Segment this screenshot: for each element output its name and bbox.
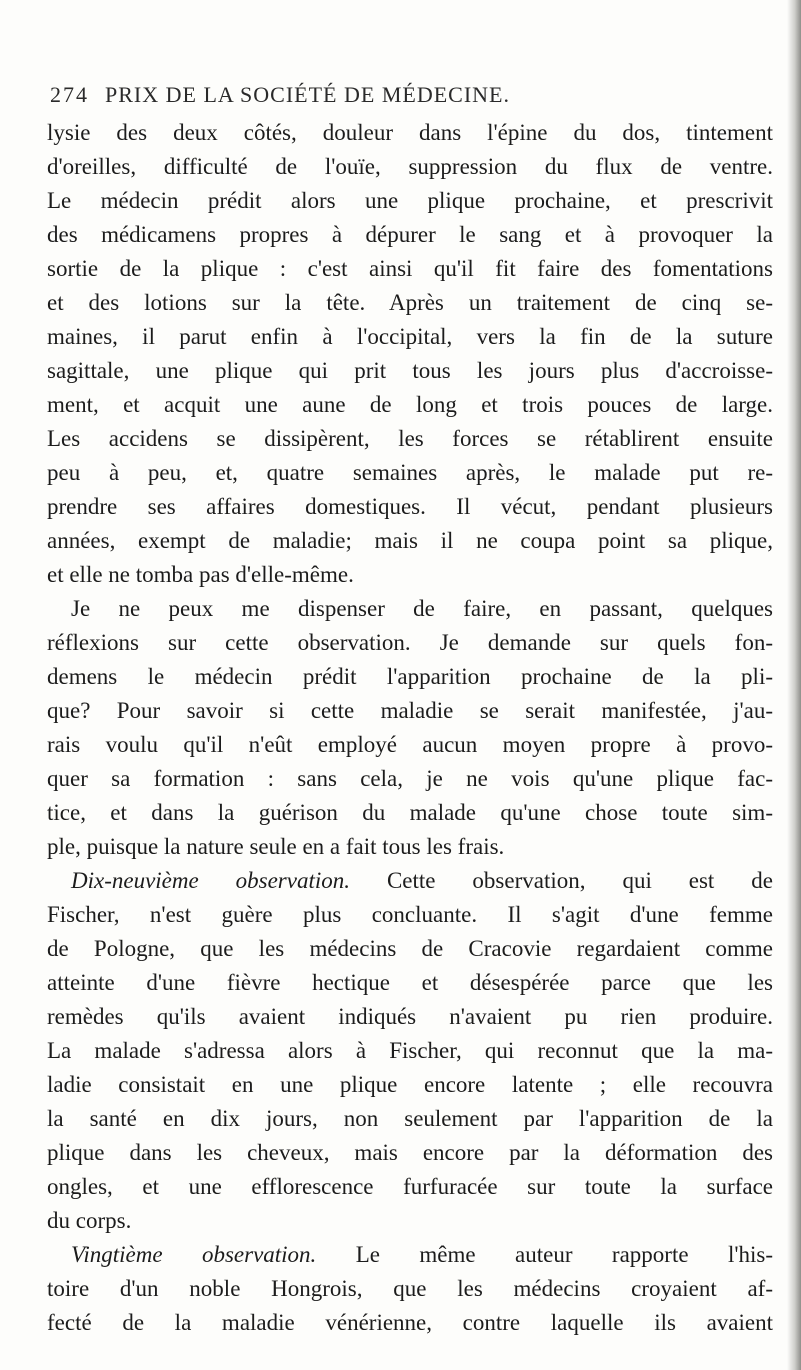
text-line: Le médecin prédit alors une plique prochaine, et prescrivit bbox=[47, 188, 773, 213]
text-line: réflexions sur cette observation. Je demande sur quels fon- bbox=[47, 630, 773, 655]
text-line: et elle ne tomba pas d'elle-même. bbox=[47, 562, 354, 587]
text-line: que? Pour savoir si cette maladie se serait manifestée, j'au- bbox=[47, 698, 773, 723]
page-edge-shadow bbox=[787, 0, 801, 1370]
text-line: et des lotions sur la tête. Après un traitement de cinq se- bbox=[47, 290, 773, 315]
text-line: lysie des deux côtés, douleur dans l'épine du dos, tintement bbox=[47, 120, 773, 145]
observation-text: Cette observation, qui est de bbox=[350, 868, 773, 893]
text-line: d'oreilles, difficulté de l'ouïe, suppression du flux de ventre. bbox=[47, 154, 773, 179]
text-line: ladie consistait en une plique encore latente ; elle recouvra bbox=[47, 1072, 773, 1097]
body-text bbox=[47, 116, 773, 1340]
text-line: sagittale, une plique qui prit tous les jours plus d'accroisse- bbox=[47, 358, 773, 383]
text-line: rais voulu qu'il n'eût employé aucun moyen propre à provo- bbox=[47, 732, 773, 757]
text-line: années, exempt de maladie; mais il ne coupa point sa plique, bbox=[47, 528, 773, 553]
text-line: remèdes qu'ils avaient indiqués n'avaient pu rien produire. bbox=[47, 1004, 773, 1029]
text-line: de Pologne, que les médecins de Cracovie regardaient comme bbox=[47, 936, 773, 961]
text-line: Je ne peux me dispenser de faire, en passant, quelques bbox=[71, 596, 773, 621]
text-line: demens le médecin prédit l'apparition prochaine de la pli- bbox=[47, 664, 773, 689]
page-header bbox=[50, 82, 770, 112]
text-line: maines, il parut enfin à l'occipital, vers la fin de la suture bbox=[47, 324, 773, 349]
text-line-observation-20 bbox=[47, 1238, 773, 1272]
text-line: tice, et dans la guérison du malade qu'une chose toute sim- bbox=[47, 800, 773, 825]
text-line: Fischer, n'est guère plus concluante. Il s'agit d'une femme bbox=[47, 902, 773, 927]
text-line: plique dans les cheveux, mais encore par la déformation des bbox=[47, 1140, 773, 1165]
text-line: du corps. bbox=[47, 1208, 132, 1233]
text-line: fecté de la maladie vénérienne, contre laquelle ils avaient bbox=[47, 1310, 773, 1335]
text-line: quer sa formation : sans cela, je ne vois qu'une plique fac- bbox=[47, 766, 773, 791]
observation-heading: Vingtième observation. bbox=[71, 1242, 317, 1267]
text-line: ment, et acquit une aune de long et trois pouces de large. bbox=[47, 392, 773, 417]
text-line: toire d'un noble Hongrois, que les médecins croyaient af- bbox=[47, 1276, 773, 1301]
text-line-observation-19 bbox=[47, 864, 773, 898]
text-line: La malade s'adressa alors à Fischer, qui reconnut que la ma- bbox=[47, 1038, 773, 1063]
text-line: des médicamens propres à dépurer le sang et à provoquer la bbox=[47, 222, 773, 247]
observation-text: Le même auteur rapporte l'his- bbox=[316, 1242, 773, 1267]
text-line: ongles, et une efflorescence furfuracée sur toute la surface bbox=[47, 1174, 773, 1199]
text-line: la santé en dix jours, non seulement par l'apparition de la bbox=[47, 1106, 773, 1131]
text-line: atteinte d'une fièvre hectique et désespérée parce que les bbox=[47, 970, 773, 995]
text-line: peu à peu, et, quatre semaines après, le malade put re- bbox=[47, 460, 773, 485]
running-title: PRIX DE LA SOCIÉTÉ DE MÉDECINE. bbox=[105, 82, 510, 107]
observation-heading: Dix-neuvième observation. bbox=[71, 868, 350, 893]
text-line: Les accidens se dissipèrent, les forces se rétablirent ensuite bbox=[47, 426, 773, 451]
text-line: ple, puisque la nature seule en a fait tous les frais. bbox=[47, 834, 505, 859]
text-line: prendre ses affaires domestiques. Il vécut, pendant plusieurs bbox=[47, 494, 773, 519]
text-line: sortie de la plique : c'est ainsi qu'il fit faire des fomentations bbox=[47, 256, 773, 281]
page-number: 274 bbox=[50, 82, 89, 107]
